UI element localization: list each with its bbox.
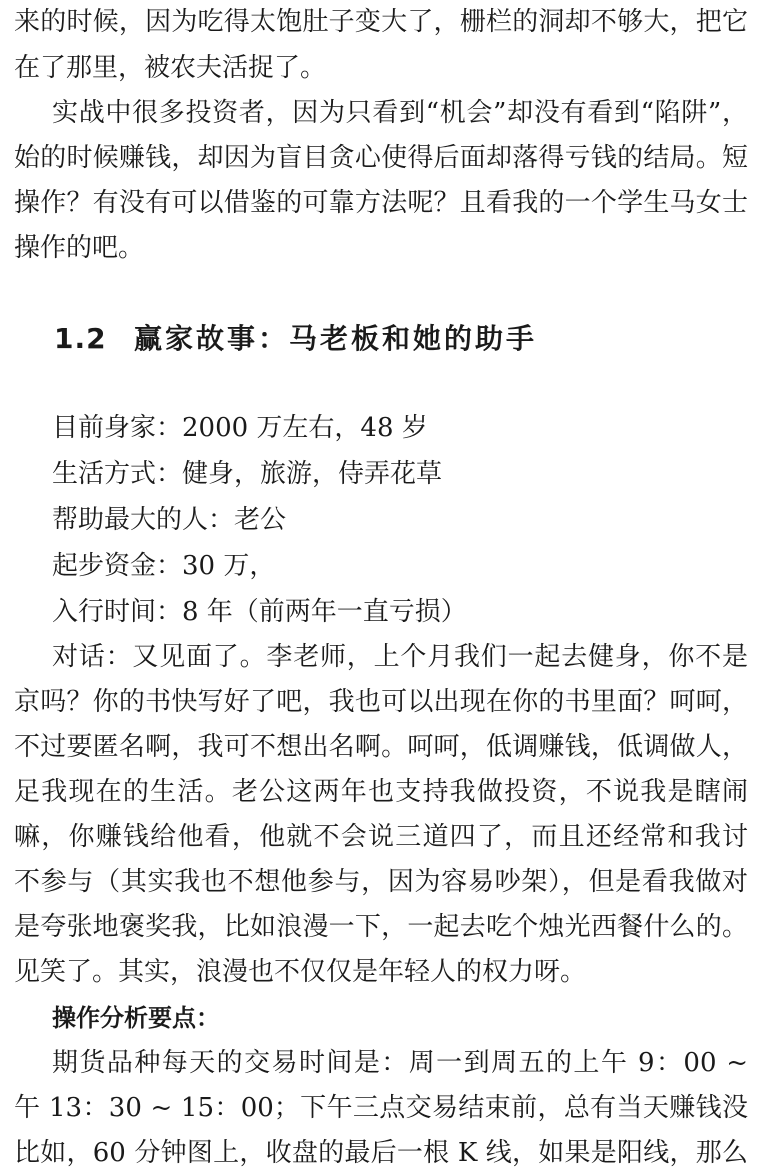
profile-lifestyle: 生活方式：健身，旅游，侍弄花草 (52, 459, 443, 489)
section-title: 赢家故事：马老板和她的助手 (134, 322, 538, 355)
analysis-line-2: 午 13：30 ~ 15：00；下午三点交易结束前，总有当天赚钱没 (14, 1093, 748, 1123)
section-number: 1.2 (54, 322, 107, 355)
dialogue-line-4: 足我现在的生活。老公这两年也支持我做投资，不说我是瞎闹 (14, 777, 748, 807)
section-heading (54, 316, 734, 362)
profile-helper: 帮助最大的人：老公 (52, 505, 287, 535)
dialogue-line-2: 京吗？你的书快写好了吧，我也可以出现在你的书里面？呵呵， (14, 687, 748, 717)
intro-line-6: 操作的吧。 (14, 233, 145, 263)
dialogue-line-6: 不参与（其实我也不想他参与，因为容易吵架），但是看我做对 (14, 867, 748, 897)
intro-line-2: 在了那里，被农夫活捉了。 (14, 53, 327, 83)
profile-net-worth: 目前身家：2000 万左右，48 岁 (52, 413, 428, 443)
dialogue-line-3: 不过要匿名啊，我可不想出名啊。呵呵，低调赚钱，低调做人， (14, 732, 748, 762)
intro-line-4: 始的时候赚钱，却因为盲目贪心使得后面却落得亏钱的结局。短 (14, 143, 748, 173)
intro-line-3: 实战中很多投资者，因为只看到“机会”却没有看到“陷阱”， (52, 98, 748, 128)
analysis-line-3: 比如，60 分钟图上，收盘的最后一根 K 线，如果是阳线，那么 (14, 1138, 748, 1168)
dialogue-line-5: 嘛，你赚钱给他看，他就不会说三道四了，而且还经常和我讨 (14, 822, 748, 852)
intro-line-5: 操作？有没有可以借鉴的可靠方法呢？且看我的一个学生马女士 (14, 188, 748, 218)
profile-entry-time: 入行时间：8 年（前两年一直亏损） (52, 597, 467, 627)
profile-capital: 起步资金：30 万， (52, 551, 276, 581)
dialogue-line-1: 对话：又见面了。李老师，上个月我们一起去健身，你不是 (52, 642, 748, 672)
dialogue-line-8: 见笑了。其实，浪漫也不仅仅是年轻人的权力呀。 (14, 957, 587, 987)
analysis-heading: 操作分析要点： (52, 1004, 220, 1032)
analysis-line-1: 期货品种每天的交易时间是：周一到周五的上午 9：00 ~ (52, 1048, 748, 1078)
dialogue-line-7: 是夸张地褒奖我，比如浪漫一下，一起去吃个烛光西餐什么的。 (14, 912, 748, 942)
intro-line-1: 来的时候，因为吃得太饱肚子变大了，栅栏的洞却不够大，把它 (14, 7, 748, 37)
